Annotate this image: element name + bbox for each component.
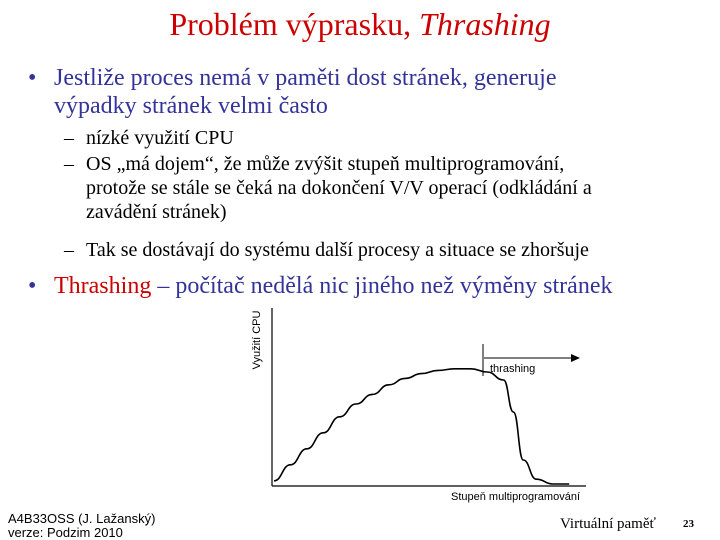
bullet-symbol: • [28, 65, 37, 91]
thrashing-annotation: thrashing [490, 363, 536, 375]
x-axis-label: Stupeň multiprogramování [450, 491, 580, 503]
bullet-1-line-2: výpadky stránek velmi často [54, 93, 328, 119]
bullet-symbol: • [28, 273, 37, 299]
footer-section: Virtuální paměť [560, 516, 656, 532]
y-axis-label: Využití CPU [251, 310, 263, 370]
title-main: Problém výprasku, [169, 6, 420, 42]
title-italic: Thrashing [419, 6, 551, 42]
page-number: 23 [683, 518, 694, 530]
sub-bullet-2-line-3: zavádění stránek) [86, 201, 227, 223]
dash-symbol: – [64, 153, 74, 175]
bullet-2-text [54, 272, 612, 300]
sub-bullet-2-line-2: protože se stále se čeká na dokončení V/V operací (odkládání a [86, 177, 592, 199]
dash-symbol: – [64, 127, 74, 149]
thrashing-arrow-head [571, 354, 580, 362]
sub-bullet-1-text: nízké využití CPU [86, 127, 234, 149]
footer-course: A4B33OSS (J. Lažanský) [8, 511, 156, 526]
sub-bullet-3-text: Tak se dostávají do systému další procesy a situace se zhoršuje [86, 239, 589, 261]
slide-title [0, 4, 720, 44]
dash-symbol: – [64, 239, 74, 261]
thrashing-term: Thrashing [54, 273, 152, 299]
footer-course-info [8, 512, 155, 540]
sub-bullet-2-line-1: OS „má dojem“, že může zvýšit stupeň multiprogramování, [86, 153, 565, 175]
thrashing-chart [240, 300, 600, 510]
bullet-2-rest: – počítač nedělá nic jiného než výměny stránek [151, 273, 613, 299]
footer-version: verze: Podzim 2010 [8, 525, 123, 540]
bullet-1-line-1: Jestliže proces nemá v paměti dost stránek, generuje [54, 65, 557, 91]
cpu-utilization-curve [274, 369, 569, 484]
